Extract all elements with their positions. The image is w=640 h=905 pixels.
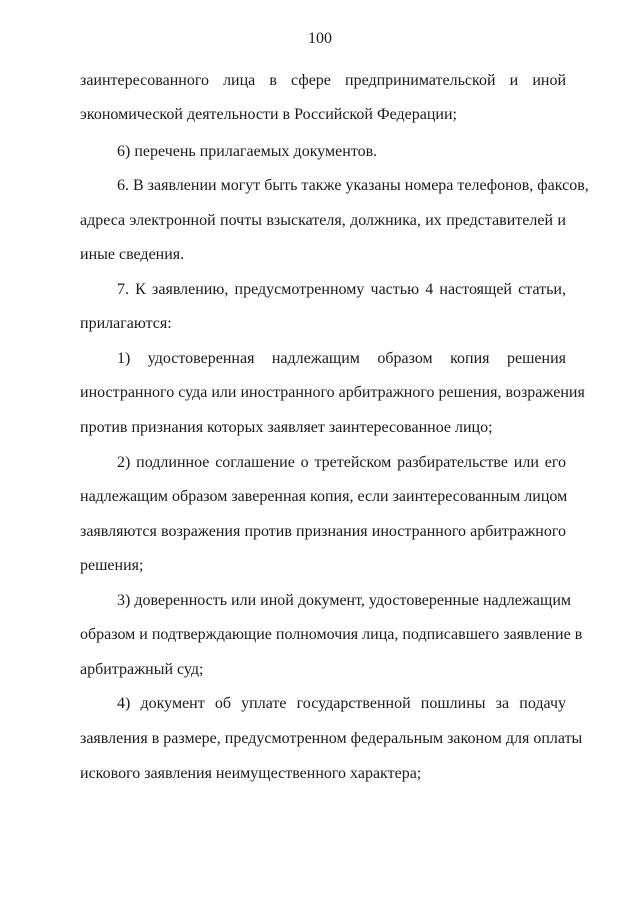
- text-line: иные сведения.: [80, 246, 185, 263]
- text-line: надлежащим образом заверенная копия, если заинтересованным лицом: [80, 488, 568, 505]
- text-line: 1) удостоверенная надлежащим образом копия решения: [117, 350, 566, 367]
- text-line: 2) подлинное соглашение о третейском разбирательстве или его: [117, 454, 566, 471]
- text-line: 3) доверенность или иной документ, удостоверенные надлежащим: [117, 592, 572, 609]
- text-line: заинтересованного лица в сфере предпринимательской и иной: [80, 72, 566, 89]
- text-line: 4) документ об уплате государственной пошлины за подачу: [117, 695, 566, 712]
- text-line: образом и подтверждающие полномочия лица, подписавшего заявление в: [80, 626, 583, 643]
- page-number: 100: [308, 30, 332, 47]
- text-line: искового заявления неимущественного характера;: [80, 765, 422, 782]
- text-line: заявляются возражения против признания иностранного арбитражного: [80, 523, 566, 540]
- text-line: прилагаются:: [80, 315, 172, 332]
- text-line: 7. К заявлению, предусмотренному частью 4 настоящей статьи,: [117, 281, 566, 298]
- text-line: заявления в размере, предусмотренном федеральным законом для оплаты: [80, 730, 583, 747]
- text-line: против признания которых заявляет заинтересованное лицо;: [80, 419, 493, 436]
- text-line: 6. В заявлении могут быть также указаны номера телефонов, факсов,: [117, 177, 589, 194]
- text-line: адреса электронной почты взыскателя, должника, их представителей и: [80, 212, 566, 229]
- text-line: 6) перечень прилагаемых документов.: [117, 143, 378, 160]
- text-line: экономической деятельности в Российской Федерации;: [80, 106, 457, 123]
- text-line: арбитражный суд;: [80, 661, 204, 678]
- text-line: иностранного суда или иностранного арбитражного решения, возражения: [80, 384, 585, 401]
- text-line: решения;: [80, 557, 144, 574]
